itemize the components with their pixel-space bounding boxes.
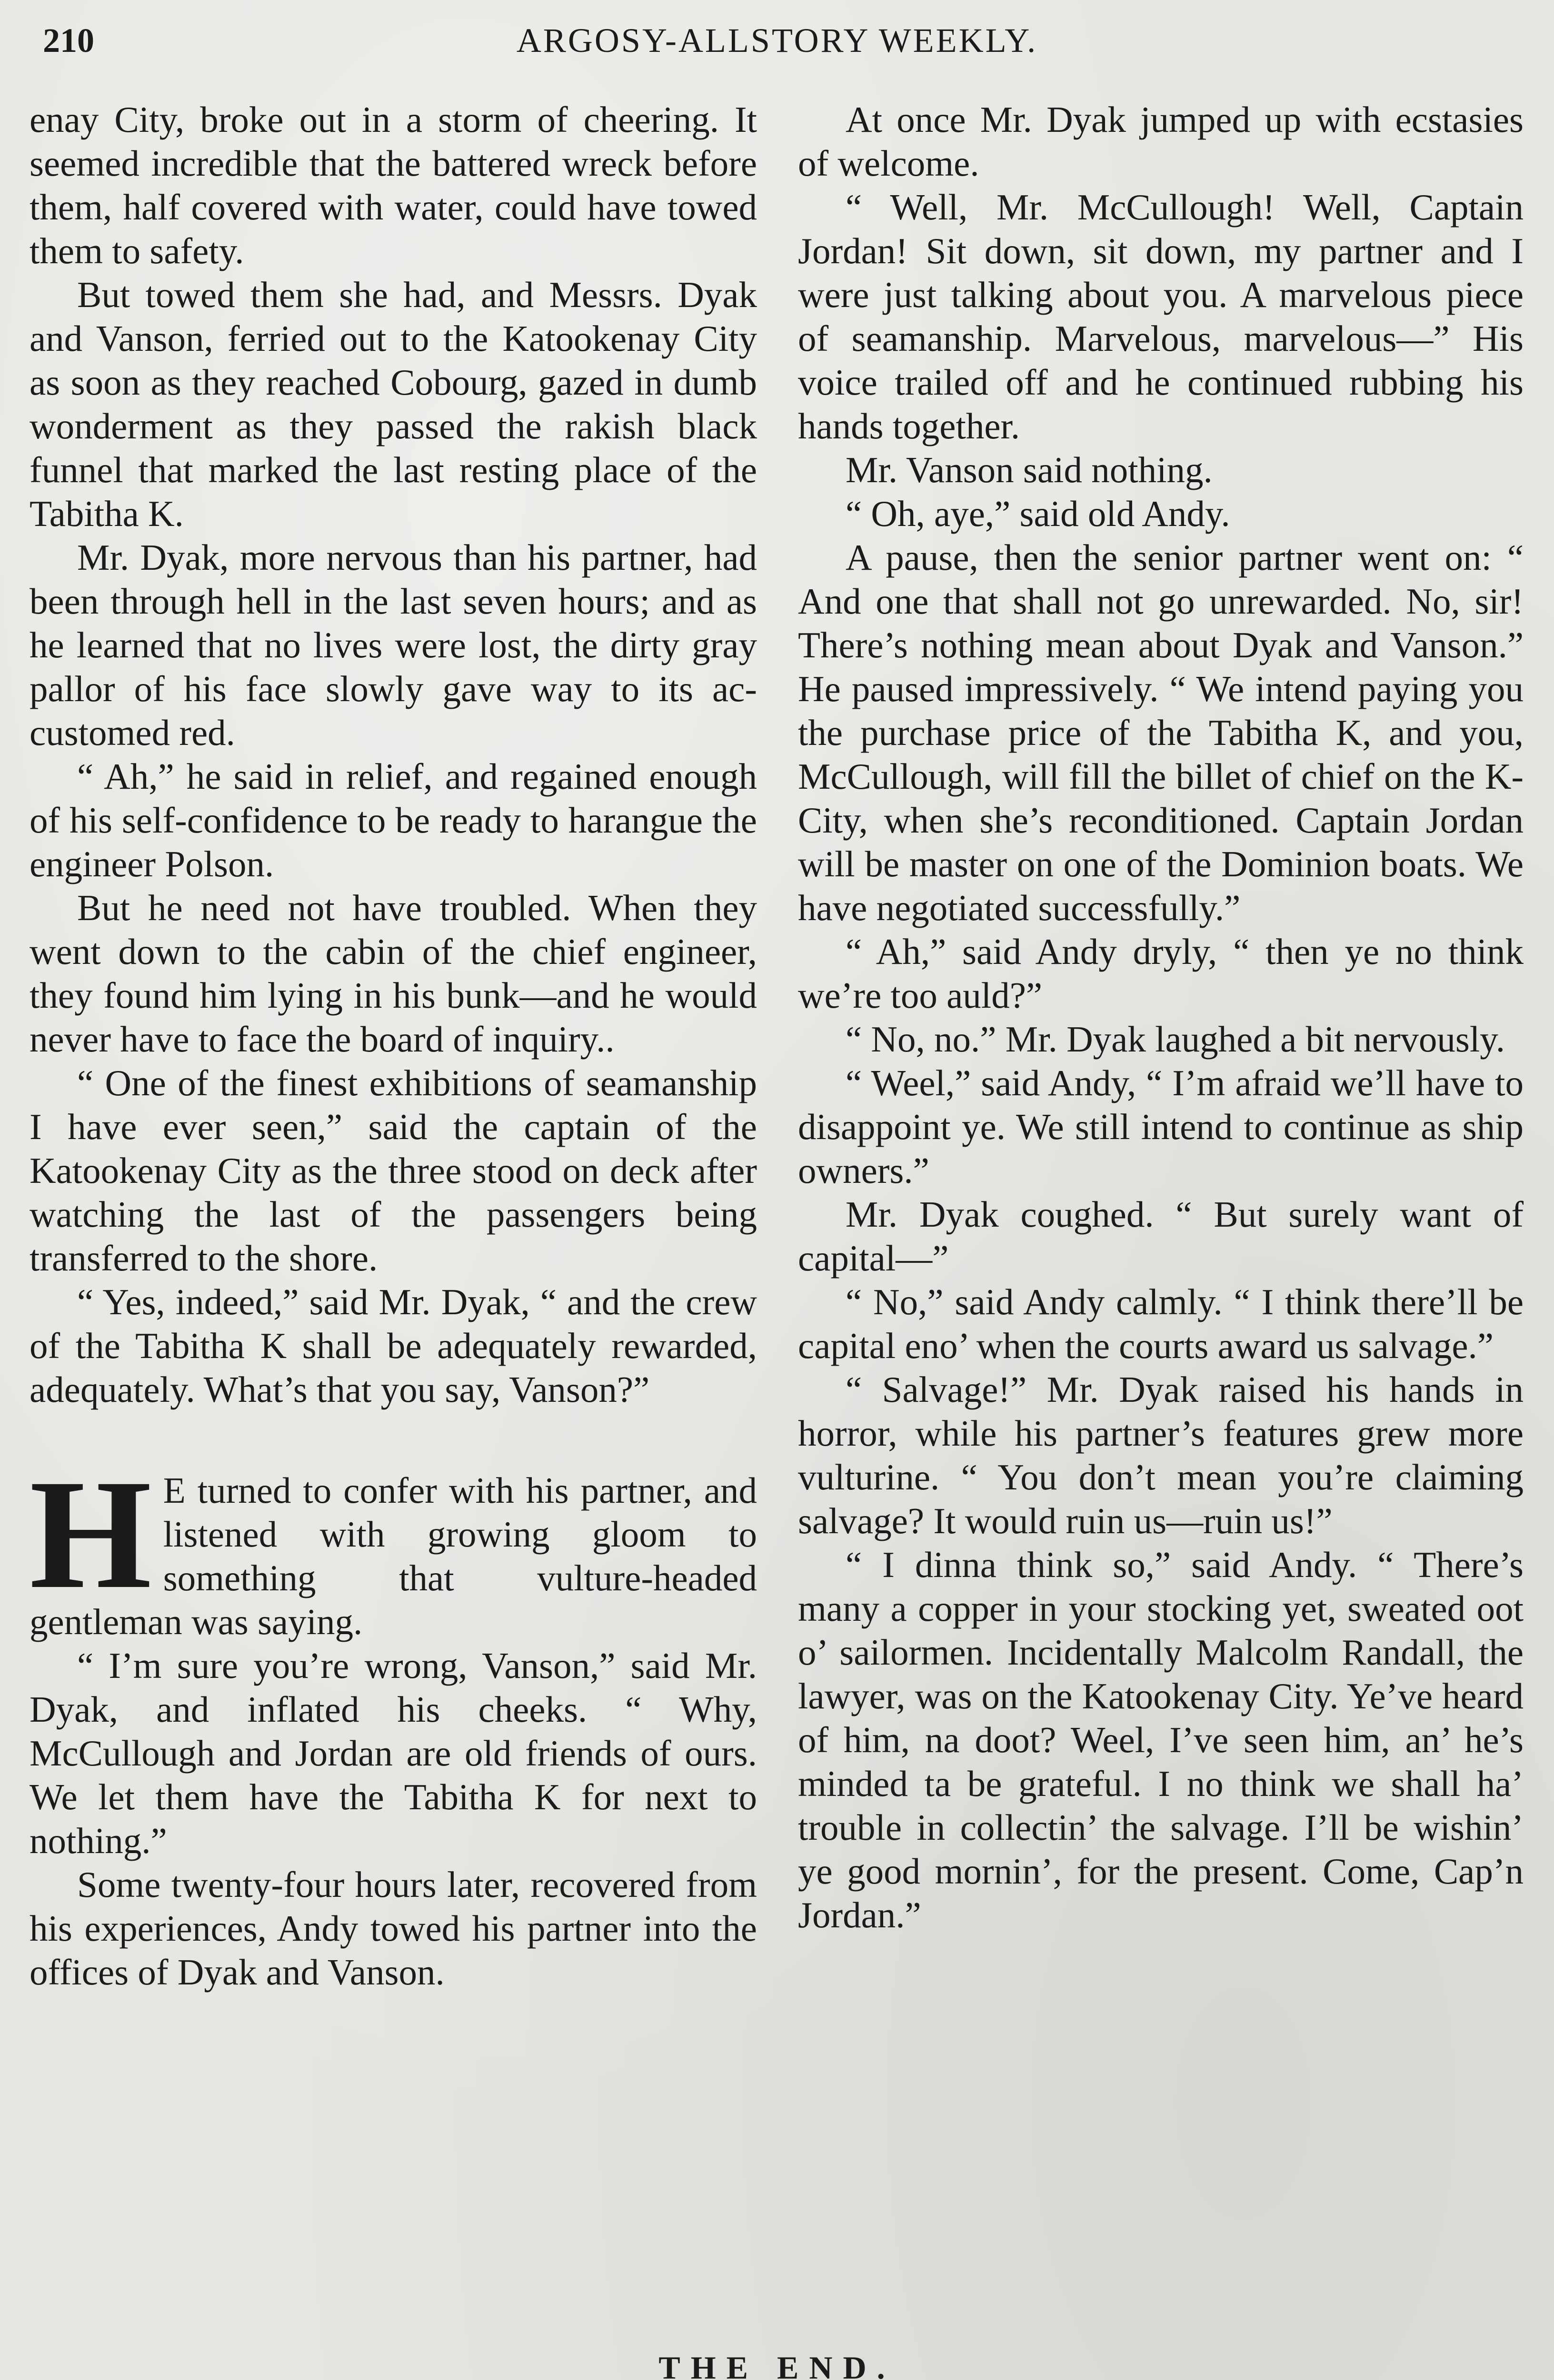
right-column — [798, 98, 1524, 1937]
paragraph: “ Oh, aye,” said old Andy. — [846, 493, 1230, 534]
the-end-label: THE END. — [658, 2350, 896, 2380]
paragraph: “ No, no.” Mr. Dyak laughed a bit nervously. — [846, 1019, 1505, 1060]
page-number: 210 — [43, 21, 94, 60]
paragraph: “ Salvage!” Mr. Dyak raised his hands in horror, while his partner’s features grew more vulturine. “ You don’t mean you’re claiming salvage? It would ruin us—ruin us!” — [798, 1369, 1524, 1541]
paragraph: “ Ah,” said Andy dryly, “ then ye no think we’re too auld?” — [798, 931, 1524, 1016]
paragraph: “ Yes, indeed,” said Mr. Dyak, “ and the crew of the Tabitha K shall be adequately rewarded, adequately. What’s that you say, Vanson?” — [30, 1281, 757, 1410]
paragraph: Mr. Vanson said nothing. — [846, 449, 1213, 490]
paragraph: “ One of the finest exhibitions of seamanship I have ever seen,” said the captain of the Katookenay City as the three stood on deck after watching the last of the passengers being transferred to the shore. — [30, 1062, 757, 1279]
paragraph: “ Well, Mr. McCullough! Well, Captain Jordan! Sit down, sit down, my partner and I were just talking about you. A marvelous piece of seamanship. Marvelous, marvelous—” His voice trailed off and he continued rubbing his hands together. — [798, 187, 1524, 446]
paragraph: “ I’m sure you’re wrong, Vanson,” said Mr. Dyak, and inflated his cheeks. “ Why, McCullough and Jordan are old friends of ours. We let them have the Tabitha K for next to nothing.” — [30, 1645, 757, 1861]
paragraph: enay City, broke out in a storm of cheering. It seemed incredible that the battered wreck before them, half covered with water, could have towed them to safety. — [30, 99, 757, 271]
paragraph-text: E turned to confer with his partner, and listened with growing gloom to something that vulture-headed gentleman was saying. — [30, 1470, 757, 1642]
dropcap-paragraph — [30, 1448, 757, 1644]
page-header — [38, 14, 1516, 67]
paragraph: Some twenty-four hours later, recovered from his experiences, Andy towed his partner into the offices of Dyak and Vanson. — [30, 1864, 757, 1993]
paragraph: “ Weel,” said Andy, “ I’m afraid we’ll have to disappoint ye. We still intend to continue as ship owners.” — [798, 1062, 1524, 1191]
paragraph: “ No,” said Andy calmly. “ I think there’ll be capital eno’ when the courts award us salvage.” — [798, 1281, 1524, 1366]
paragraph: Mr. Dyak coughed. “ But surely want of capital—” — [798, 1194, 1524, 1279]
running-title: ARGOSY-ALLSTORY WEEKLY. — [516, 21, 1038, 60]
paragraph: But towed them she had, and Messrs. Dyak and Vanson, ferried out to the Katookenay City as soon as they reached Cobourg, gazed in dumb wonderment as they passed the rakish black funnel that marked the last resting place of the Tabitha K. — [30, 274, 757, 534]
paragraph: A pause, then the senior partner went on: “ And one that shall not go unrewarded. No, sir! There’s nothing mean about Dyak and Vanson.” He paused impressively. “ We intend paying you the purchase price of the Tabitha K, and you, McCullough, will fill the billet of chief on the K-City, when she’s reconditioned. Captain Jordan will be master on one of the Dominion boats. We have negotiated successfully.” — [798, 537, 1524, 928]
paragraph: “ I dinna think so,” said Andy. “ There’s many a copper in your stocking yet, sweated oot o’ sailormen. Incidentally Malcolm Randall, the lawyer, was on the Katookenay City. Ye’ve heard of him, na doot? Weel, I’ve seen him, an’ he’s minded ta be grateful. I no think we shall ha’ trouble in collectin’ the salvage. I’ll be wishin’ ye good mornin’, for the present. Come, Cap’n Jordan.” — [798, 1544, 1524, 1935]
paragraph: “ Ah,” he said in relief, and regained enough of his self-confidence to be ready to harangue the engineer Polson. — [30, 756, 757, 884]
left-column — [30, 98, 757, 1994]
drop-cap: H — [30, 1448, 152, 1621]
paragraph: Mr. Dyak, more nervous than his partner, had been through hell in the last seven hours; and as he learned that no lives were lost, the dirty gray pallor of his face slowly gave way to its accustomed red. — [30, 537, 757, 753]
paragraph: But he need not have troubled. When they went down to the cabin of the chief engineer, they found him lying in his bunk—and he would never have to face the board of inquiry.. — [30, 887, 757, 1060]
paragraph: At once Mr. Dyak jumped up with ecstasies of welcome. — [798, 99, 1524, 184]
